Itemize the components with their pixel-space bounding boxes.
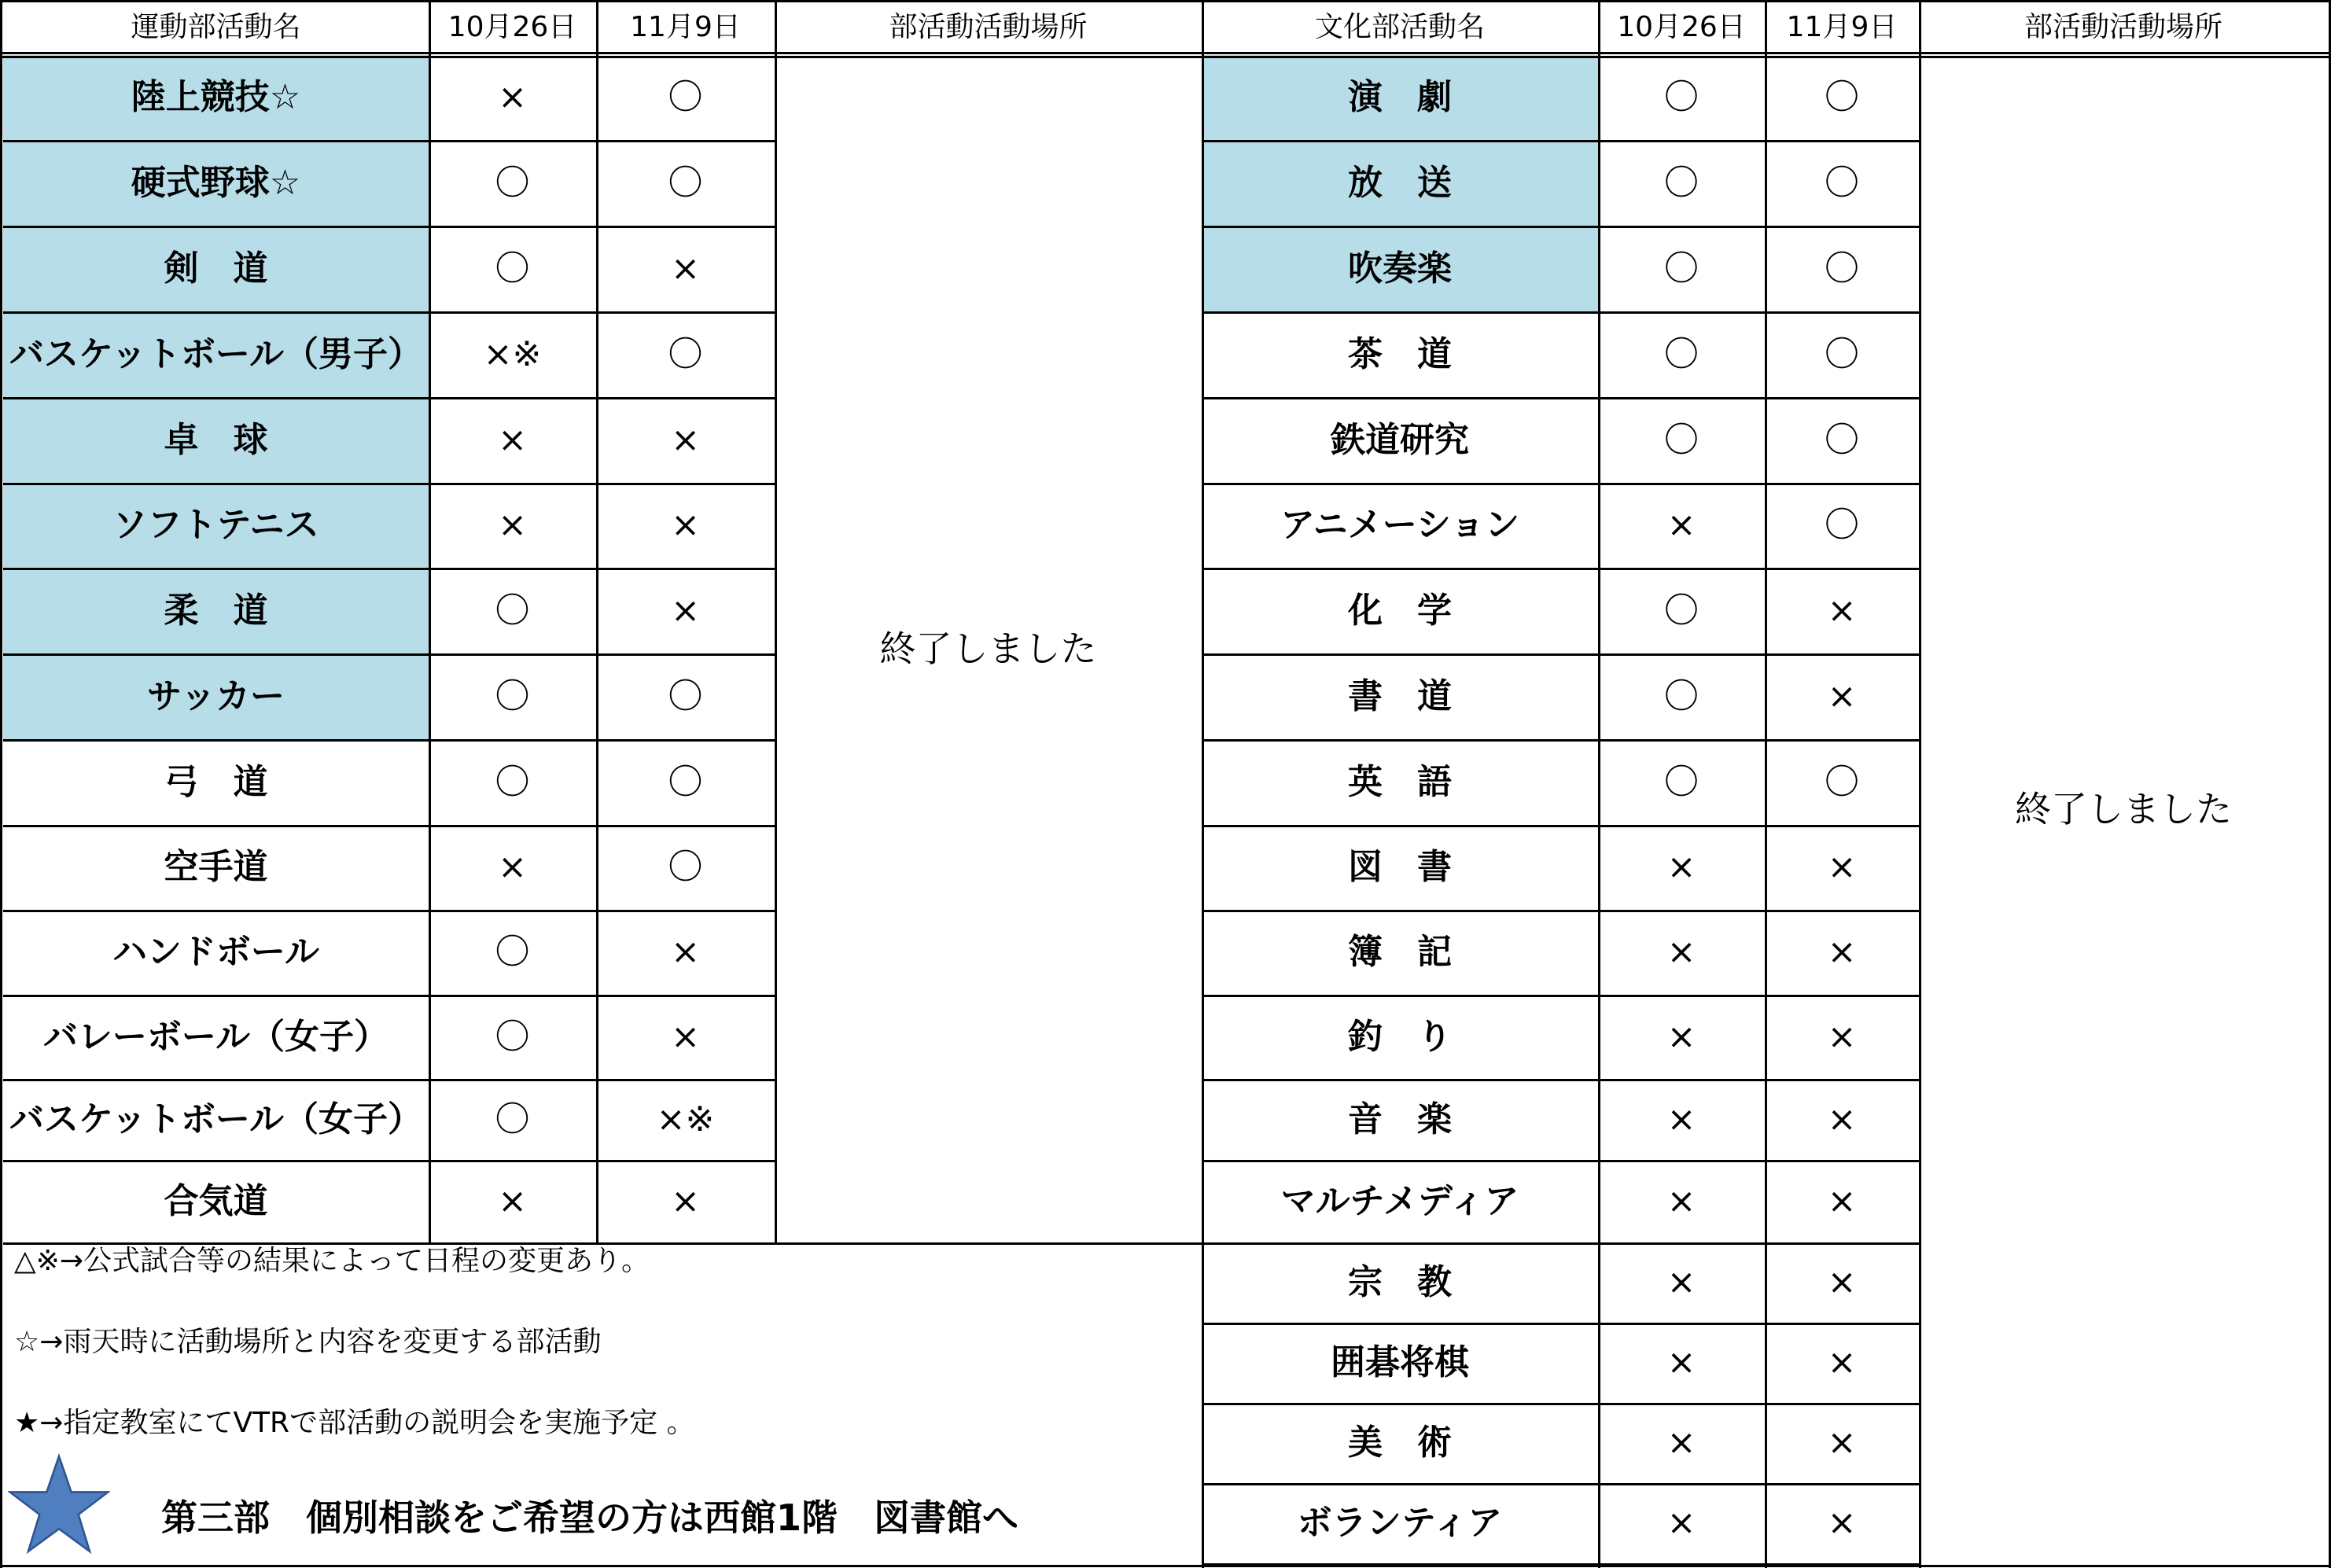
sports-club-name: 硬式野球☆ <box>131 162 301 203</box>
culture-date2-mark: × <box>1827 1180 1857 1221</box>
header-sports-name: 運動部活動名 <box>131 11 301 43</box>
row-rule <box>3 1079 775 1081</box>
star-icon <box>8 1453 110 1559</box>
culture-date2-mark: × <box>1827 1099 1857 1139</box>
sports-club-name: バスケットボール（女子） <box>9 1099 422 1139</box>
note-line: ★→指定教室にてVTRで部活動の説明会を実施予定 。 <box>14 1407 695 1439</box>
culture-club-name: ボランティア <box>1297 1503 1503 1543</box>
row-rule <box>3 1242 1202 1245</box>
culture-date2-mark: × <box>1827 1423 1857 1463</box>
sports-date1-mark: ×※ <box>483 333 542 374</box>
sports-date2-mark: × <box>671 505 700 545</box>
culture-date2-mark: × <box>1827 932 1857 972</box>
row-rule <box>3 825 775 827</box>
row-rule <box>3 1160 775 1162</box>
sports-date2-mark: × <box>671 419 700 460</box>
culture-club-name: 化 学 <box>1348 590 1452 631</box>
culture-date2-mark: 〇 <box>1825 77 1859 117</box>
third-part-guidance: 第三部 個別相談をご希望の方は西館1階 図書館へ <box>161 1496 1019 1539</box>
row-rule <box>3 910 775 912</box>
culture-date2-mark: 〇 <box>1825 505 1859 545</box>
row-rule <box>3 568 775 570</box>
culture-club-name: 囲碁将棋 <box>1331 1342 1469 1382</box>
culture-date2-mark: × <box>1827 675 1857 716</box>
culture-date2-mark: 〇 <box>1825 333 1859 374</box>
culture-date2-mark: × <box>1827 1503 1857 1543</box>
table-border <box>0 0 2 1568</box>
culture-club-name: マルチメディア <box>1280 1180 1519 1221</box>
row-rule <box>3 311 775 314</box>
culture-date1-mark: 〇 <box>1664 77 1699 117</box>
sports-club-name: サッカー <box>146 675 285 716</box>
sports-date2-mark: × <box>671 590 700 631</box>
row-rule <box>1202 311 1919 314</box>
column-rule <box>596 0 598 1245</box>
culture-club-name: 書 道 <box>1348 675 1452 716</box>
note-line: ☆→雨天時に活動場所と内容を変更する部活動 <box>14 1326 602 1358</box>
row-rule <box>1202 140 1919 142</box>
column-rule <box>1765 0 1767 1568</box>
culture-date2-mark: 〇 <box>1825 248 1859 289</box>
column-rule <box>1919 0 1921 1568</box>
culture-date1-mark: × <box>1666 1016 1696 1057</box>
row-rule <box>1202 825 1919 827</box>
sports-date2-mark: 〇 <box>668 333 703 374</box>
row-rule <box>1202 910 1919 912</box>
row-rule <box>1202 1323 1919 1325</box>
sports-date2-mark: 〇 <box>668 847 703 887</box>
sports-date1-mark: 〇 <box>495 162 530 203</box>
sports-date2-mark: 〇 <box>668 77 703 117</box>
sports-date2-mark: × <box>671 248 700 289</box>
row-rule <box>3 995 775 997</box>
row-rule <box>1202 1403 1919 1405</box>
row-rule <box>3 397 775 399</box>
row-rule <box>1202 739 1919 742</box>
culture-date1-mark: × <box>1666 1342 1696 1382</box>
culture-date1-mark: × <box>1666 847 1696 887</box>
sports-date2-mark: 〇 <box>668 761 703 802</box>
row-rule <box>1202 1242 1919 1245</box>
header-sports-date1: 10月26日 <box>447 11 577 43</box>
sports-date1-mark: 〇 <box>495 590 530 631</box>
table-border <box>0 1565 2331 1567</box>
sports-date1-mark: 〇 <box>495 761 530 802</box>
row-rule <box>1202 653 1919 656</box>
column-rule <box>775 0 777 1245</box>
culture-date1-mark: 〇 <box>1664 761 1699 802</box>
header-rule <box>0 56 2331 58</box>
culture-club-name: アニメーション <box>1280 505 1520 545</box>
row-rule <box>1202 1483 1919 1485</box>
row-rule <box>1202 995 1919 997</box>
culture-club-name: 音 楽 <box>1348 1099 1452 1139</box>
culture-date2-mark: 〇 <box>1825 761 1859 802</box>
sports-club-name: 空手道 <box>164 847 268 887</box>
culture-date2-mark: × <box>1827 1016 1857 1057</box>
culture-club-name: 演 劇 <box>1348 77 1452 117</box>
sports-date1-mark: 〇 <box>495 932 530 972</box>
column-rule <box>1202 0 1204 1568</box>
culture-date1-mark: × <box>1666 1262 1696 1302</box>
culture-date2-mark: 〇 <box>1825 162 1859 203</box>
sports-date2-mark: × <box>671 1180 700 1221</box>
sports-club-name: 合気道 <box>164 1180 268 1221</box>
row-rule <box>3 226 775 228</box>
culture-date1-mark: × <box>1666 932 1696 972</box>
header-sports-date2: 11月9日 <box>630 11 741 43</box>
sports-date1-mark: 〇 <box>495 1099 530 1139</box>
sports-date2-mark: 〇 <box>668 162 703 203</box>
culture-date2-mark: 〇 <box>1825 419 1859 460</box>
culture-date1-mark: 〇 <box>1664 419 1699 460</box>
sports-date1-mark: 〇 <box>495 675 530 716</box>
culture-club-name: 放 送 <box>1348 162 1452 203</box>
culture-club-name: 簿 記 <box>1348 932 1452 972</box>
culture-date1-mark: × <box>1666 1180 1696 1221</box>
culture-date1-mark: 〇 <box>1664 675 1699 716</box>
row-rule <box>1202 1563 1919 1566</box>
header-sports-place: 部活動活動場所 <box>889 11 1088 43</box>
sports-date2-mark: × <box>671 1016 700 1057</box>
column-rule <box>1598 0 1600 1568</box>
table-border <box>0 0 2331 2</box>
row-rule <box>3 739 775 742</box>
sports-date2-mark: ×※ <box>656 1099 715 1139</box>
culture-club-name: 英 語 <box>1348 761 1452 802</box>
sports-place-status: 終了しました <box>879 628 1097 670</box>
row-rule <box>1202 568 1919 570</box>
sports-club-name: 陸上競技☆ <box>131 77 301 117</box>
row-rule <box>1202 1079 1919 1081</box>
sports-club-name: ハンドボール <box>112 932 320 972</box>
culture-date1-mark: × <box>1666 1099 1696 1139</box>
culture-date1-mark: × <box>1666 505 1696 545</box>
sports-date1-mark: × <box>498 505 527 545</box>
culture-club-name: 図 書 <box>1348 847 1452 887</box>
header-culture-date1: 10月26日 <box>1617 11 1746 43</box>
culture-club-name: 美 術 <box>1348 1423 1452 1463</box>
sports-club-name: 剣 道 <box>164 248 268 289</box>
culture-date1-mark: × <box>1666 1423 1696 1463</box>
culture-date2-mark: × <box>1827 590 1857 631</box>
culture-club-name: 茶 道 <box>1348 333 1452 374</box>
culture-club-name: 鉄道研究 <box>1331 419 1469 460</box>
culture-club-name: 釣 り <box>1348 1016 1452 1057</box>
note-line: △※→公式試合等の結果によって日程の変更あり。 <box>14 1245 650 1277</box>
header-culture-place: 部活動活動場所 <box>2024 11 2222 43</box>
sports-club-name: 卓 球 <box>164 419 268 460</box>
sports-date1-mark: × <box>498 847 527 887</box>
sports-club-name: バスケットボール（男子） <box>9 333 422 374</box>
culture-date1-mark: × <box>1666 1503 1696 1543</box>
sports-date1-mark: × <box>498 77 527 117</box>
culture-date1-mark: 〇 <box>1664 333 1699 374</box>
sports-date1-mark: × <box>498 419 527 460</box>
sports-date2-mark: × <box>671 932 700 972</box>
sports-date1-mark: 〇 <box>495 1016 530 1057</box>
culture-date2-mark: × <box>1827 847 1857 887</box>
culture-date2-mark: × <box>1827 1342 1857 1382</box>
culture-club-name: 吹奏楽 <box>1348 248 1452 289</box>
row-rule <box>1202 397 1919 399</box>
row-rule <box>1202 483 1919 485</box>
culture-date2-mark: × <box>1827 1262 1857 1302</box>
row-rule <box>3 483 775 485</box>
culture-date1-mark: 〇 <box>1664 248 1699 289</box>
row-rule <box>3 140 775 142</box>
header-culture-name: 文化部活動名 <box>1314 11 1485 43</box>
header-culture-date2: 11月9日 <box>1786 11 1898 43</box>
sports-date1-mark: × <box>498 1180 527 1221</box>
sports-club-name: 弓 道 <box>164 761 268 802</box>
column-rule <box>429 0 431 1245</box>
culture-date1-mark: 〇 <box>1664 162 1699 203</box>
culture-date1-mark: 〇 <box>1664 590 1699 631</box>
sports-club-name: バレーボール（女子） <box>42 1016 389 1057</box>
row-rule <box>1202 226 1919 228</box>
culture-club-name: 宗 教 <box>1348 1262 1452 1302</box>
sports-club-name: 柔 道 <box>164 590 268 631</box>
row-rule <box>1202 1160 1919 1162</box>
header-rule <box>0 52 2331 54</box>
sports-club-name: ソフトテニス <box>112 505 319 545</box>
sports-date1-mark: 〇 <box>495 248 530 289</box>
row-rule <box>3 653 775 656</box>
sports-date2-mark: 〇 <box>668 675 703 716</box>
culture-place-status: 終了しました <box>2015 788 2232 830</box>
